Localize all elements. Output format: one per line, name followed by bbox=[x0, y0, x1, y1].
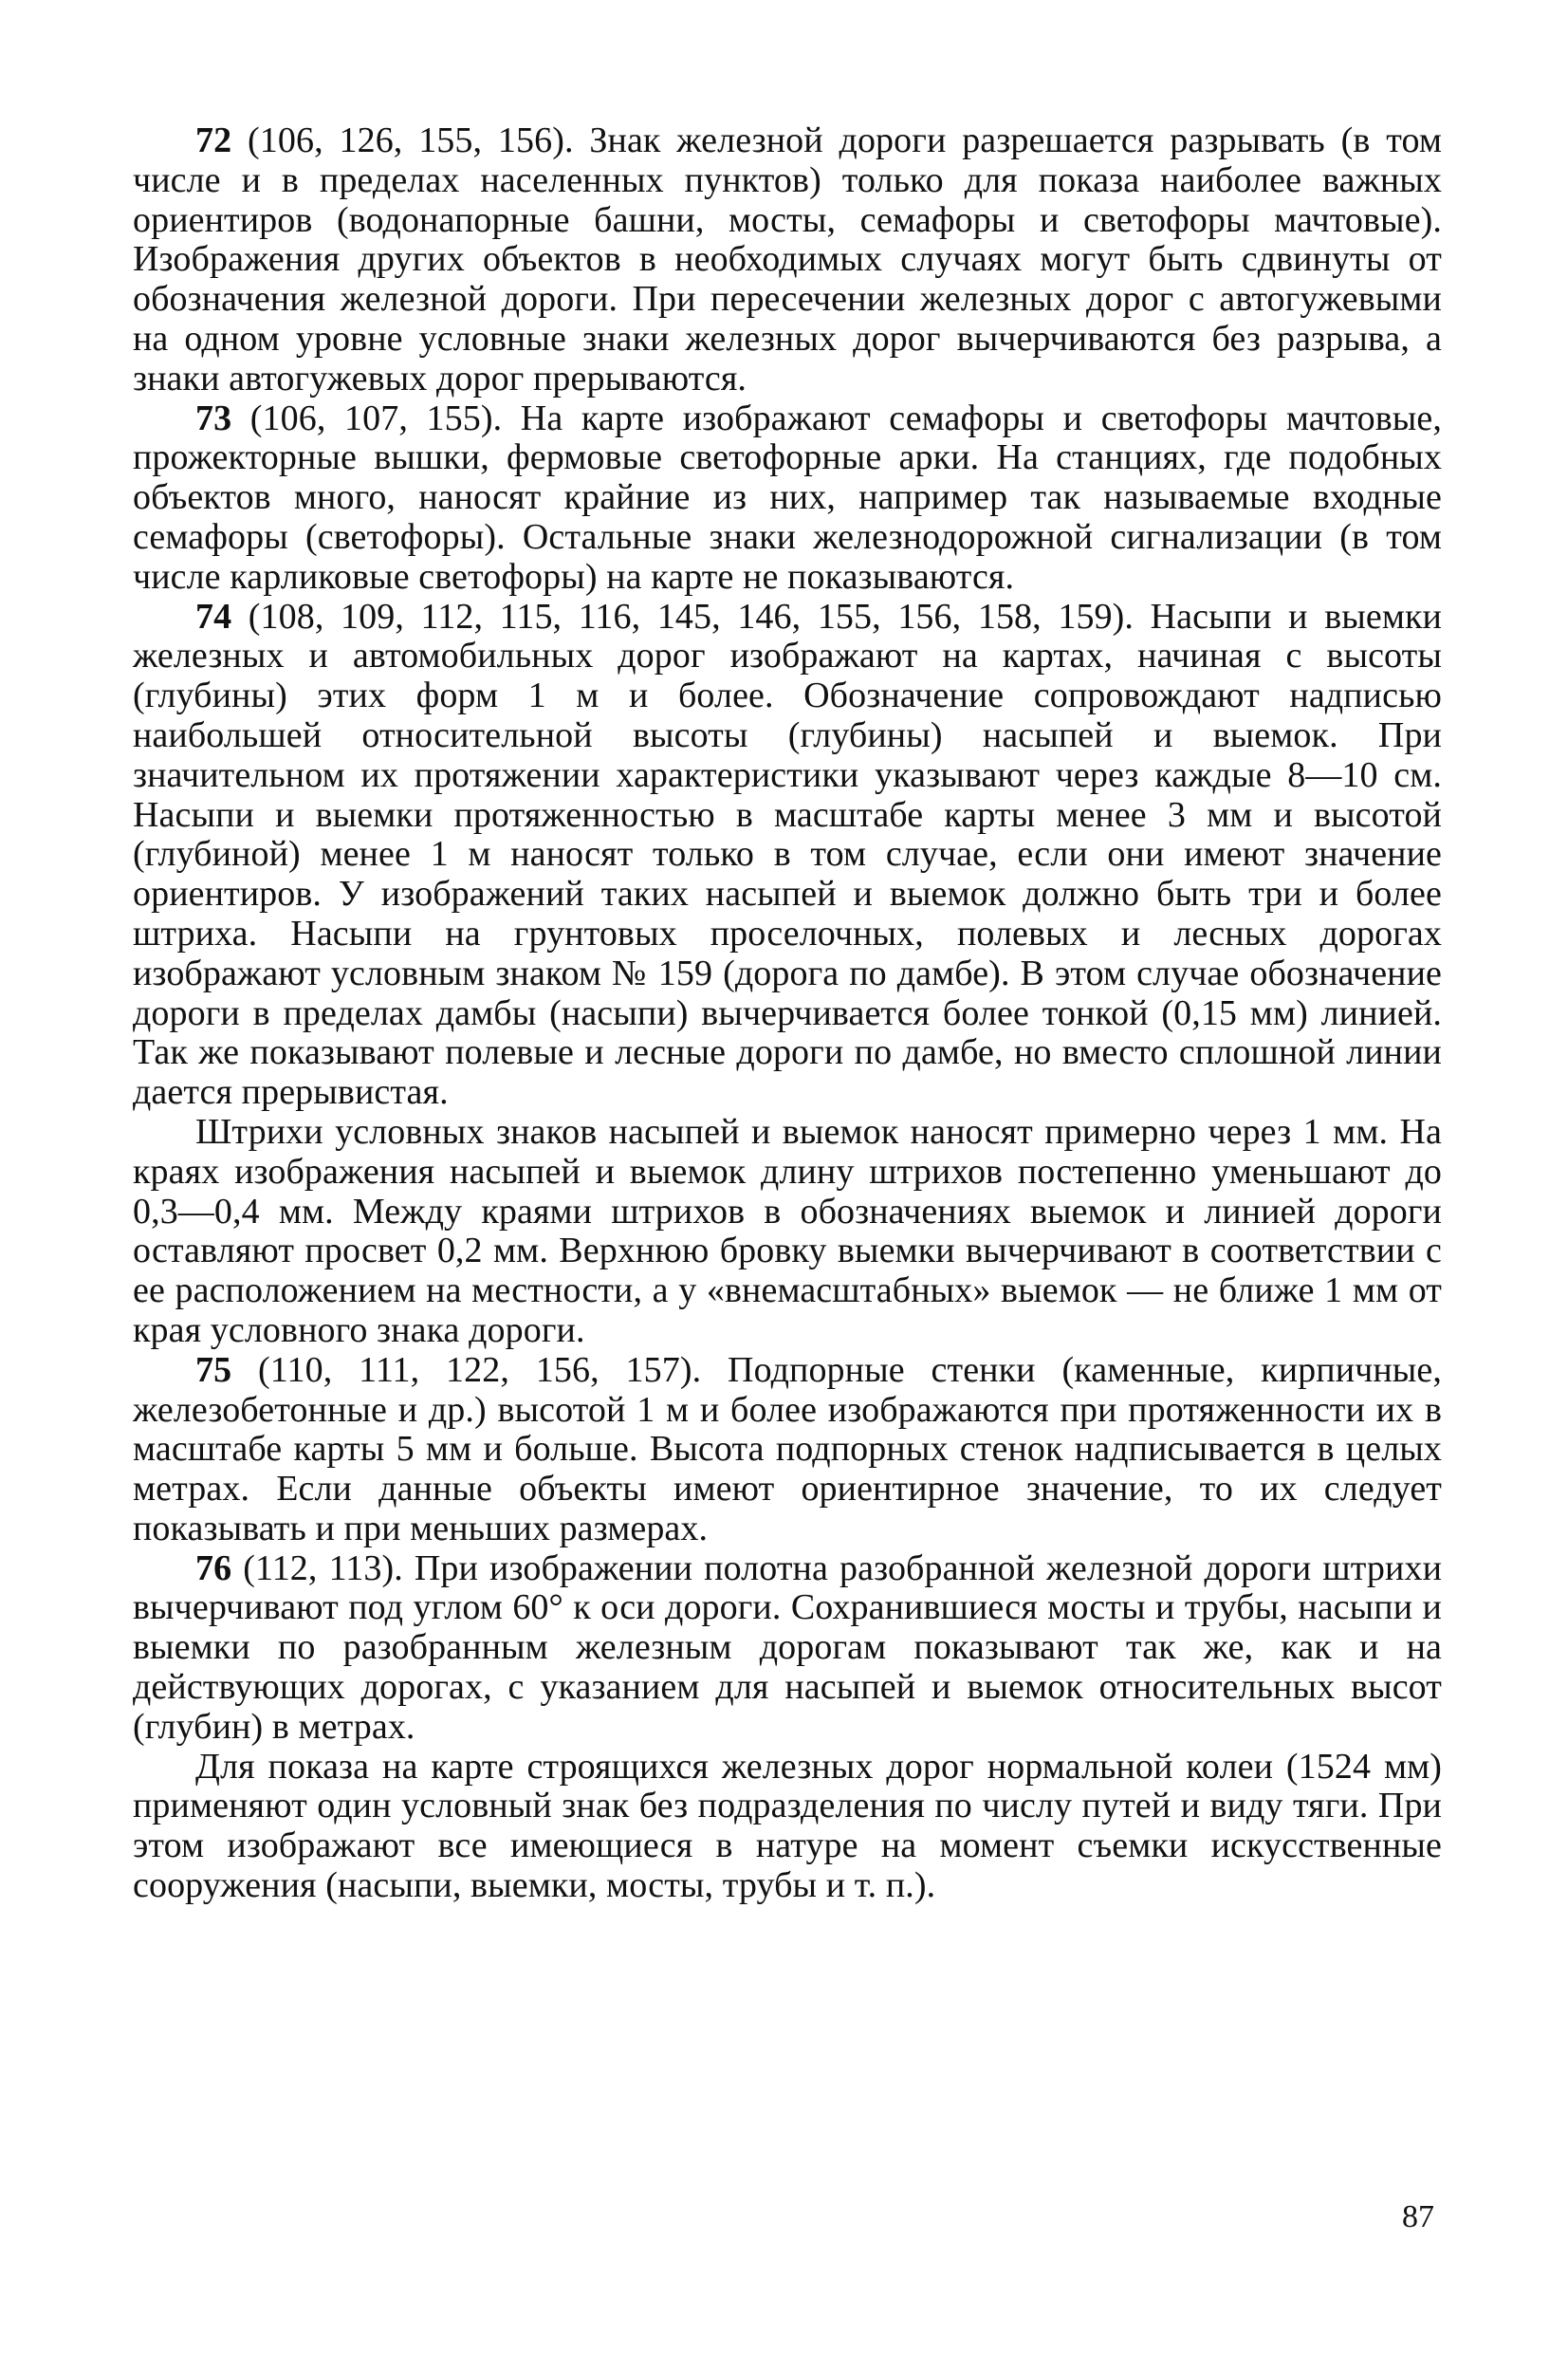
section-number: 74 bbox=[195, 596, 232, 637]
paragraph-72 bbox=[133, 121, 1442, 399]
section-number: 73 bbox=[195, 398, 232, 438]
paragraph-73 bbox=[133, 399, 1442, 598]
paragraph-text: (106, 107, 155). На карте изображают семафоры и светофоры мачтовые, прожекторные вышки, фермовые светофорные арки. На станциях, где подобных объектов много, наносят крайние из них, например так называемые входные семафоры (светофоры). Остальные знаки железнодорожной сигнализации (в том числе карликовые светофоры) на карте не показываются. bbox=[133, 398, 1442, 597]
section-number: 75 bbox=[195, 1349, 232, 1390]
paragraph-text: Для показа на карте строящихся железных дорог нормальной колеи (1524 мм) применяют один условный знак без подразделения по числу путей и виду тяги. При этом изображают все имеющиеся в натуре на момент съемки искусственные сооружения (насыпи, выемки, мосты, трубы и т. п.). bbox=[133, 1746, 1442, 1906]
page-body bbox=[133, 121, 1442, 1906]
section-number: 76 bbox=[195, 1547, 232, 1588]
paragraph-75 bbox=[133, 1351, 1442, 1549]
paragraph-74 bbox=[133, 598, 1442, 1113]
paragraph-text: (112, 113). При изображении полотна разобранной железной дороги штрихи вычерчивают под углом 60° к оси дороги. Сохранившиеся мосты и трубы, насыпи и выемки по разобранным железным дорогам показывают так же, как и на действующих дорогах, с указанием для насыпей и выемок относительных высот (глубин) в метрах. bbox=[133, 1547, 1442, 1747]
paragraph-74-continued bbox=[133, 1113, 1442, 1351]
section-number: 72 bbox=[195, 120, 232, 160]
paragraph-text: Штрихи условных знаков насыпей и выемок наносят примерно через 1 мм. На краях изображения насыпей и выемок длину штрихов постепенно уменьшают до 0,3—0,4 мм. Между краями штрихов в обозначениях выемок и линией дороги оставляют просвет 0,2 мм. Верхнюю бровку выемки вычерчивают в соответствии с ее расположением на местности, а у «внемасштабных» выемок — не ближе 1 мм от края условного знака дороги. bbox=[133, 1111, 1442, 1350]
paragraph-text: (108, 109, 112, 115, 116, 145, 146, 155, 156, 158, 159). Насыпи и выемки железных и автомобильных дорог изображают на картах, начиная с высоты (глубины) этих форм 1 м и более. Обозначение сопровождают надписью наибольшей относительной высоты (глубины) насыпей и выемок. При значительном их протяжении характеристики указывают через каждые 8—10 см. Насыпи и выемки протяженностью в масштабе карты менее 3 мм и высотой (глубиной) менее 1 м наносят только в том случае, если они имеют значение ориентиров. У изображений таких насыпей и выемок должно быть три и более штриха. Насыпи на грунтовых проселочных, полевых и лесных дорогах изображают условным знаком № 159 (дорога по дамбе). В этом случае обозначение дороги в пределах дамбы (насыпи) вычерчивается более тонкой (0,15 мм) линией. Так же показывают полевые и лесные дороги по дамбе, но вместо сплошной линии дается прерывистая. bbox=[133, 596, 1442, 1113]
paragraph-76 bbox=[133, 1549, 1442, 1748]
paragraph-text: (110, 111, 122, 156, 157). Подпорные стенки (каменные, кирпичные, железобетонные и др.) высотой 1 м и более изображаются при протяженности их в масштабе карты 5 мм и больше. Высота подпорных стенок надписывается в целых метрах. Если данные объекты имеют ориентирное значение, то их следует показывать и при меньших размерах. bbox=[133, 1349, 1442, 1548]
paragraph-text: (106, 126, 155, 156). Знак железной дороги разрешается разрывать (в том числе и в пределах населенных пунктов) только для показа наиболее важных ориентиров (водонапорные башни, мосты, семафоры и светофоры мачтовые). Изображения других объектов в необходимых случаях могут быть сдвинуты от обозначения железной дороги. При пересечении железных дорог с автогужевыми на одном уровне условные знаки железных дорог вычерчиваются без разрыва, а знаки автогужевых дорог прерываются. bbox=[133, 120, 1442, 398]
page-number: 87 bbox=[1402, 2199, 1434, 2234]
paragraph-76-continued bbox=[133, 1748, 1442, 1906]
